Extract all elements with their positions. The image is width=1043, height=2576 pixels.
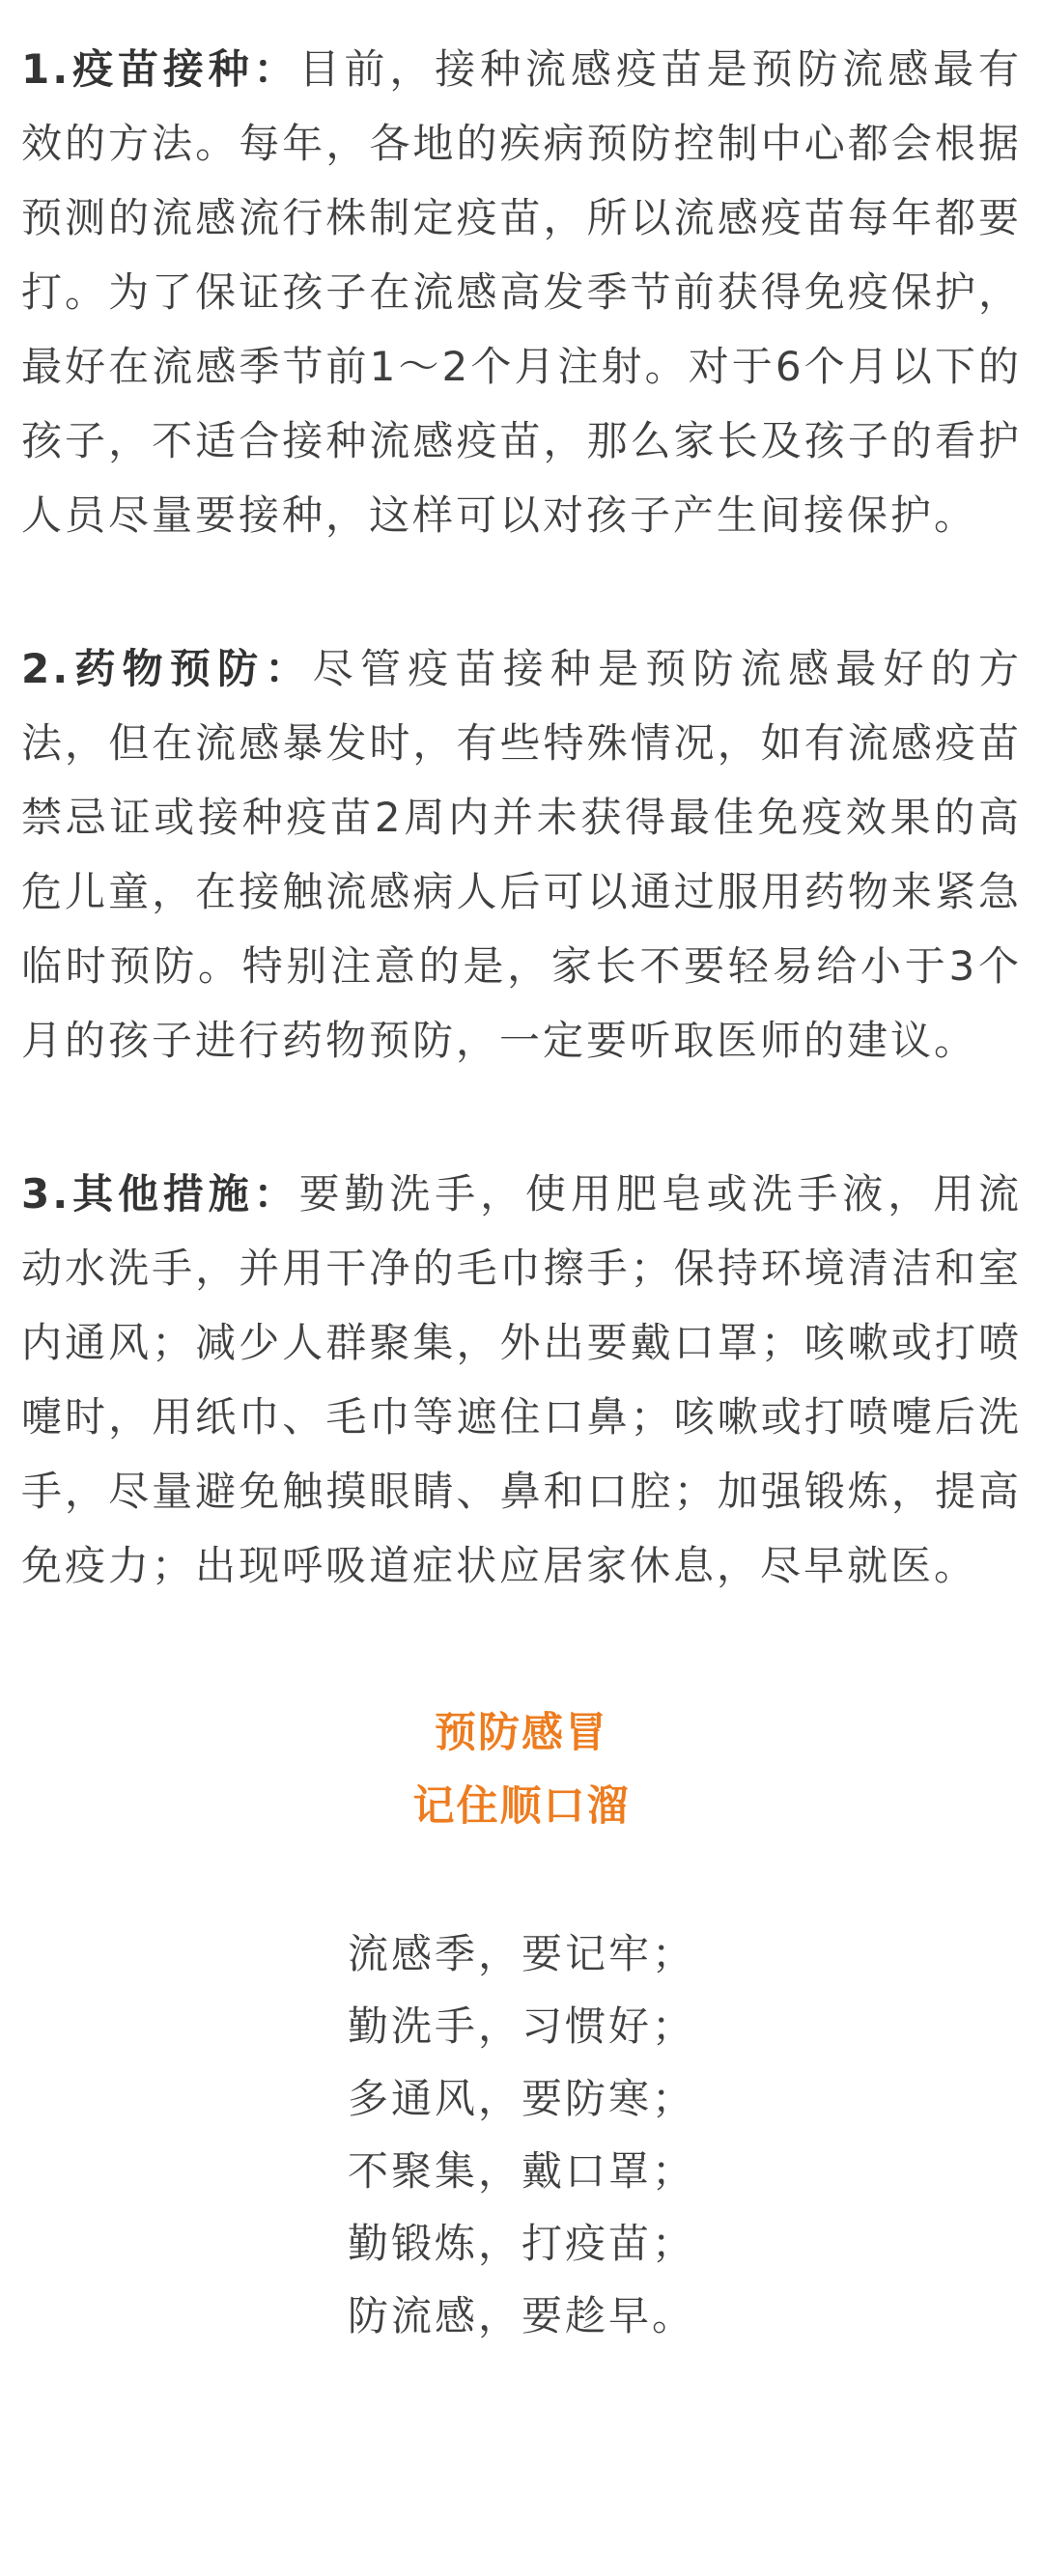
section-lead: 2.药物预防： <box>21 645 313 692</box>
section-body: 要勤洗手，使用肥皂或洗手液，用流动水洗手，并用干净的毛巾擦手；保持环境清洁和室内通风；减少人群聚集，外出要戴口罩；咳嗽或打喷嚏时，用纸巾、毛巾等遮住口鼻；咳嗽或打喷嚏后洗手，尽量避免触摸眼睛、鼻和口腔；加强锻炼，提高免疫力；出现呼吸道症状应居家休息，尽早就医。 <box>21 1170 1022 1589</box>
section-other-measures <box>21 1157 1022 1603</box>
section-body: 尽管疫苗接种是预防流感最好的方法，但在流感暴发时，有些特殊情况，如有流感疫苗禁忌证或接种疫苗2周内并未获得最佳免疫效果的高危儿童，在接触流感病人后可以通过服用药物来紧急临时预防。特别注意的是，家长不要轻易给小于3个月的孩子进行药物预防，一定要听取医师的建议。 <box>21 645 1022 1064</box>
poem-line: 防流感，要趁早。 <box>347 2292 695 2339</box>
section-lead: 1.疫苗接种： <box>21 45 299 93</box>
poem-line: 流感季，要记牢； <box>347 1930 695 1977</box>
heading-line-2: 记住顺口溜 <box>412 1782 631 1831</box>
rhyme-heading <box>21 1696 1022 1843</box>
poem-line: 勤锻炼，打疫苗； <box>347 2220 695 2267</box>
section-body: 目前，接种流感疫苗是预防流感最有效的方法。每年，各地的疾病预防控制中心都会根据预测的流感流行株制定疫苗，所以流感疫苗每年都要打。为了保证孩子在流感高发季节前获得免疫保护，最好在流感季节前1～2个月注射。对于6个月以下的孩子，不适合接种流感疫苗，那么家长及孩子的看护人员尽量要接种，这样可以对孩子产生间接保护。 <box>21 45 1022 539</box>
section-vaccination <box>21 0 1022 552</box>
poem-line: 多通风，要防寒； <box>347 2075 695 2122</box>
section-lead: 3.其他措施： <box>21 1170 299 1218</box>
heading-line-1: 预防感冒 <box>435 1709 608 1757</box>
section-medication <box>21 631 1022 1078</box>
rhyme-poem <box>21 1918 1022 2352</box>
poem-line: 勤洗手，习惯好； <box>347 2002 695 2050</box>
poem-line: 不聚集，戴口罩； <box>347 2147 695 2195</box>
